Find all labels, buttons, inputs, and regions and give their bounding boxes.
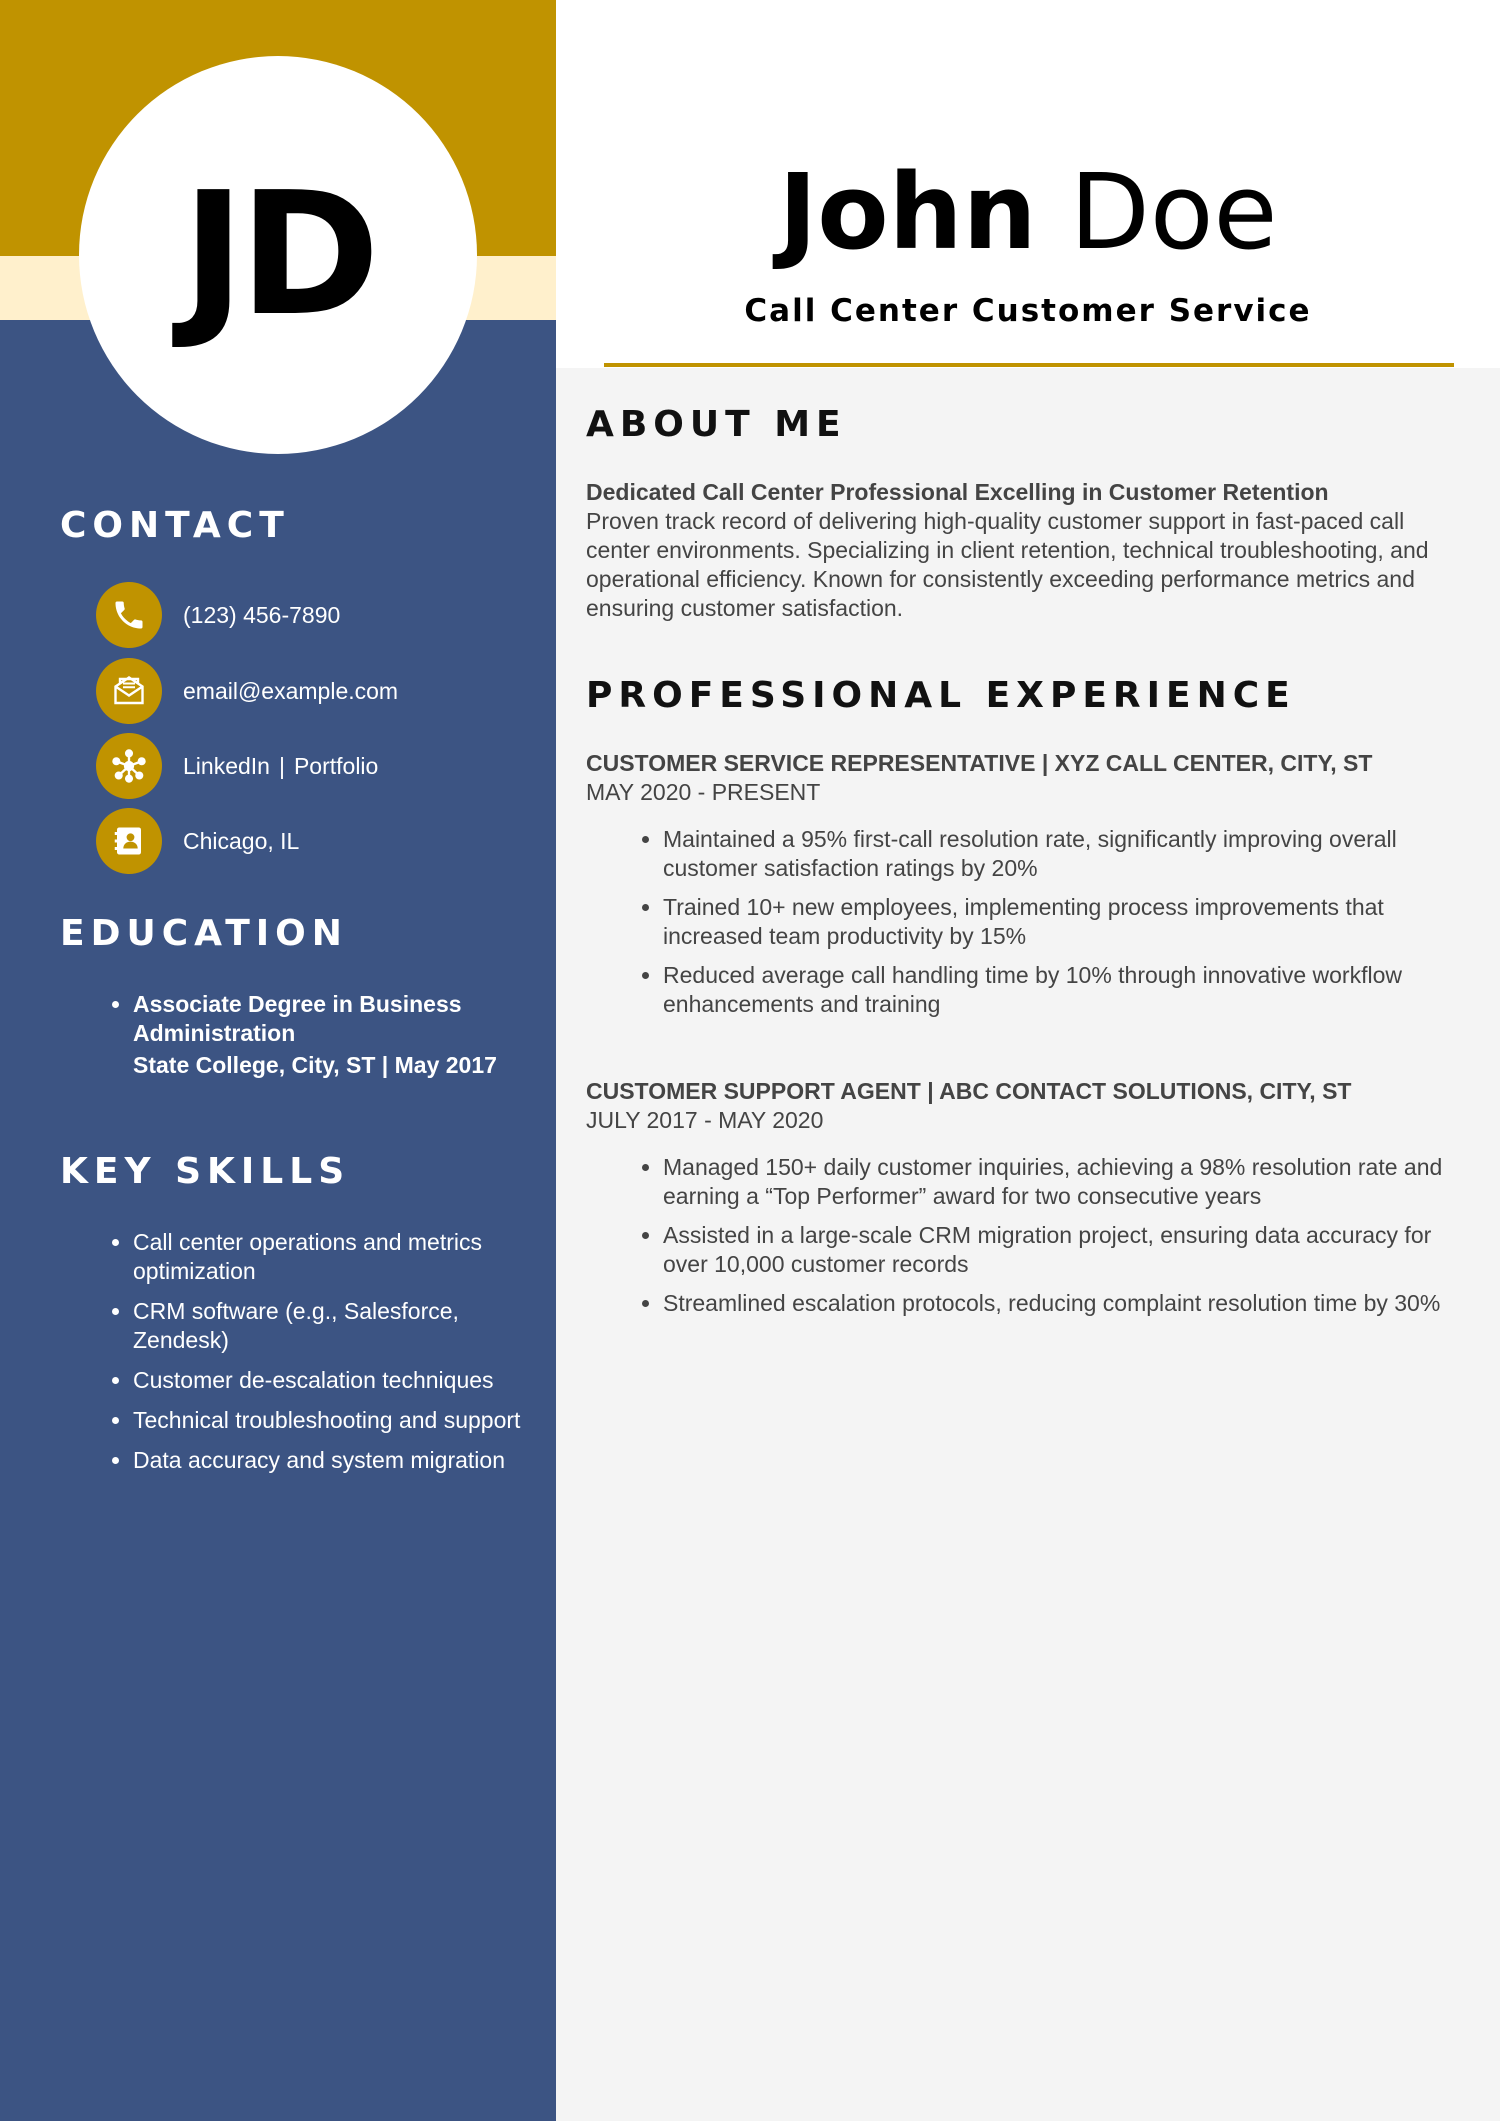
name-block [556,151,1500,273]
linkedin-link[interactable]: LinkedIn [183,752,270,779]
about-heading: ABOUT ME [586,404,847,445]
job-bullets [586,1153,1446,1318]
first-name: John [778,151,1037,273]
education-degree: • Associate Degree in Business Administration [133,991,462,1046]
contact-heading: CONTACT [60,505,290,546]
education-list [96,990,553,1091]
job-bullets [586,825,1446,1019]
contact-card-icon [96,808,162,874]
contact-email[interactable]: email@example.com [183,677,399,704]
education-detail: State College, City, ST | May 2017 [133,1052,497,1078]
contact-location: Chicago, IL [183,827,300,854]
header-divider [604,363,1454,367]
contact-email-row [96,658,398,724]
about-body: Proven track record of delivering high-quality customer support in fast-paced call center environments. Specializing in client retention, technical troubleshooting, and operational efficiency. Known for consistently exceeding performance metrics and ensuring customer satisfaction. [586,508,1429,621]
last-name: Doe [1069,151,1278,273]
skill-item: • CRM software (e.g., Salesforce, Zendesk) [133,1297,553,1355]
link-separator: | [278,752,285,779]
phone-icon [96,582,162,648]
portfolio-link[interactable]: Portfolio [293,752,379,779]
job-title-company: CUSTOMER SERVICE REPRESENTATIVE | XYZ CALL CENTER, CITY, ST [586,750,1373,776]
job-dates: JULY 2017 - MAY 2020 [586,1107,824,1133]
job-bullet: • Assisted in a large-scale CRM migration project, ensuring data accuracy for over 10,000 customer records [663,1221,1446,1279]
education-heading: EDUCATION [60,913,348,954]
monogram-circle [79,56,477,454]
email-icon [96,658,162,724]
contact-links [183,753,378,780]
skill-item: • Call center operations and metrics optimization [133,1228,553,1286]
job-bullet: • Reduced average call handling time by 10% through innovative workflow enhancements and training [663,961,1446,1019]
job-bullet: • Streamlined escalation protocols, reducing complaint resolution time by 30% [663,1289,1446,1318]
job-bullet: • Trained 10+ new employees, implementing process improvements that increased team productivity by 15% [663,893,1446,951]
job-dates: MAY 2020 - PRESENT [586,779,821,805]
job-title-company: CUSTOMER SUPPORT AGENT | ABC CONTACT SOLUTIONS, CITY, ST [586,1078,1352,1104]
about-headline: Dedicated Call Center Professional Excelling in Customer Retention [586,479,1329,505]
full-name [556,151,1500,273]
contact-phone-row [96,582,340,648]
experience-heading: PROFESSIONAL EXPERIENCE [586,675,1296,716]
skills-list [96,1228,553,1486]
network-icon [96,733,162,799]
job-bullet: • Maintained a 95% first-call resolution rate, significantly improving overall customer satisfaction ratings by 20% [663,825,1446,883]
skill-item: • Customer de-escalation techniques [133,1366,553,1395]
contact-location-row [96,808,299,874]
about-section [586,478,1446,623]
job-entry [586,1077,1446,1328]
job-title: Call Center Customer Service [744,293,1312,329]
skills-heading: KEY SKILLS [60,1151,351,1192]
education-item [133,990,553,1080]
monogram: JD [181,156,375,354]
job-bullet: • Managed 150+ daily customer inquiries, achieving a 98% resolution rate and earning a “Top Performer” award for two consecutive years [663,1153,1446,1211]
skill-item: • Technical troubleshooting and support [133,1406,553,1435]
skill-item: • Data accuracy and system migration [133,1446,553,1475]
contact-links-row [96,733,378,799]
contact-phone[interactable]: (123) 456-7890 [183,601,341,628]
job-entry [586,749,1446,1029]
